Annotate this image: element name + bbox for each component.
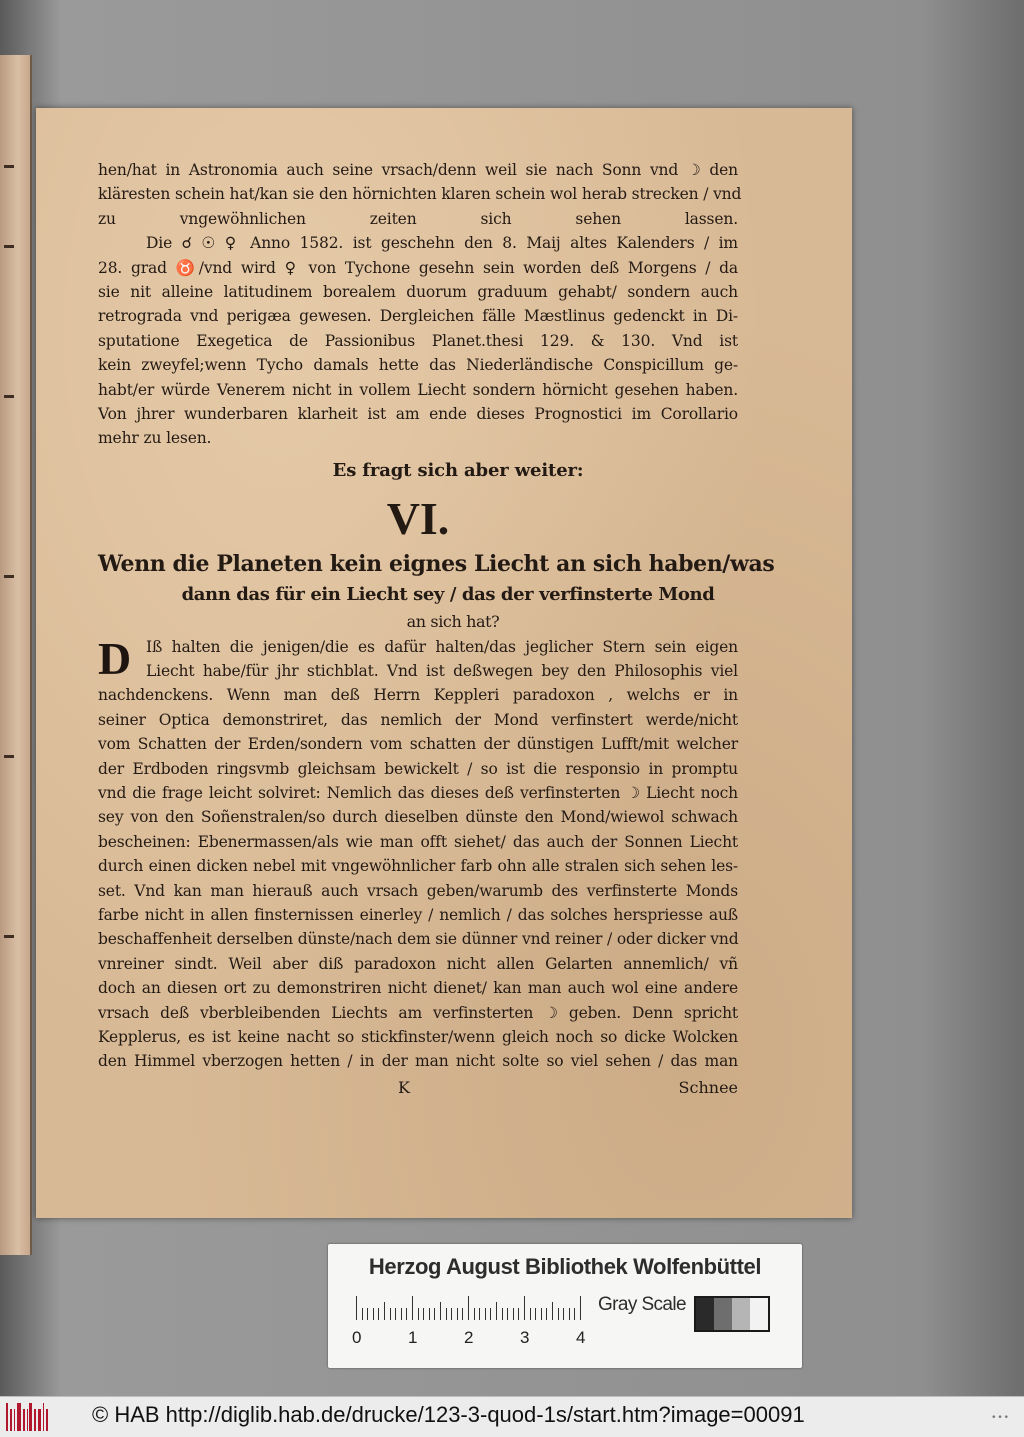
library-color-card (328, 1244, 802, 1368)
text-line: kein zweyfel;wenn Tycho damals hette das Niederländische Conspicillum ge- (98, 356, 738, 375)
gray-patch (714, 1298, 732, 1330)
ruler (356, 1296, 588, 1320)
section-number: VI. (386, 492, 450, 544)
section-title-line-3: an sich hat? (406, 611, 500, 631)
text-line: nachdenckens. Wenn man deß Herrn Keppleri paradoxon , welchs er in (98, 686, 738, 705)
text-line: kläresten schein hat/kan sie den hörnichten klaren schein wol herab strecken / vnd (98, 185, 742, 204)
page-text (98, 158, 775, 1102)
text-line: Liecht habe/für jhr stichblat. Vnd ist deßwegen bey den Philosophis viel (146, 662, 738, 681)
library-name: Herzog August Bibliothek Wolfenbüttel (368, 1254, 762, 1279)
copyright-url[interactable]: © HAB http://diglib.hab.de/drucke/123-3-quod-1s/start.htm?image=00091 (92, 1402, 805, 1427)
page-footer (98, 1074, 738, 1102)
gray-patch (750, 1298, 768, 1330)
ruler-tick (518, 1308, 519, 1320)
ruler-tick (429, 1308, 430, 1320)
ruler-tick (440, 1302, 441, 1320)
ruler-tick (513, 1308, 514, 1320)
ruler-number: 1 (408, 1328, 418, 1347)
ruler-tick (535, 1308, 536, 1320)
text-line: 28. grad ♉/vnd wird ♀ von Tychone gesehn sein worden deß Morgens / da (98, 258, 738, 277)
text-line: set. Vnd kan man hierauß auch vrsach geben/warumb des verfinsterte Monds (98, 881, 738, 900)
grayscale-patches (694, 1296, 770, 1332)
barcode-bar (43, 1403, 44, 1431)
ruler-tick (434, 1308, 435, 1320)
adjacent-page-edge (0, 55, 32, 1255)
ruler-number: 2 (464, 1328, 474, 1347)
text-line: zu vngewöhnlichen zeiten sich sehen lassen. (98, 209, 738, 228)
ruler-tick (373, 1308, 374, 1320)
subheading: Es fragt sich aber weiter: (332, 459, 584, 481)
section-title-line-1: Wenn die Planeten kein eignes Liecht an sich haben/was (98, 550, 775, 577)
ruler-tick (563, 1308, 564, 1320)
ruler-tick (395, 1308, 396, 1320)
ruler-tick (507, 1308, 508, 1320)
barcode-bar (23, 1409, 25, 1431)
text-line: den Himmel vberzogen hetten / in der man nicht solte so viel sehen / das man (98, 1052, 738, 1071)
ruler-tick (552, 1302, 553, 1320)
edge-mark (4, 395, 14, 398)
text-line: Die ☌ ☉ ♀ Anno 1582. ist geschehn den 8. Maij altes Kalenders / im (146, 234, 738, 253)
text-line: sputatione Exegetica de Passionibus Planet.thesi 129. & 130. Vnd ist (98, 331, 738, 350)
drop-capital: D (98, 632, 132, 684)
ruler-tick (496, 1302, 497, 1320)
barcode-bar (38, 1409, 42, 1431)
barcode-bar (29, 1403, 32, 1431)
ruler-tick (384, 1302, 385, 1320)
barcode-bar (10, 1409, 13, 1431)
ruler-tick (457, 1308, 458, 1320)
ruler-tick (390, 1308, 391, 1320)
ruler-tick (462, 1308, 463, 1320)
catchword: Schnee (678, 1077, 738, 1097)
gray-patch (696, 1298, 714, 1330)
more-dots-icon[interactable]: ••• (991, 1413, 1010, 1423)
text-line: retrograda vnd perigæa gewesen. Dergleichen fälle Mæstlinus gedenckt in Di- (98, 307, 738, 326)
text-line: vom Schatten der Erden/sondern vom schatten der dünstigen Lufft/mit welcher (98, 735, 738, 754)
barcode-bar (34, 1409, 36, 1431)
ruler-tick (367, 1308, 368, 1320)
text-line: Iß halten die jenigen/die es dafür halten/das jeglicher Stern sein eigen (146, 637, 738, 656)
text-line: vrsach deß vberbleibenden Liechts am verfinsterten ☽ geben. Denn spricht (98, 1003, 738, 1022)
ruler-tick (524, 1296, 525, 1320)
text-line: doch an diesen ort zu demonstriren nicht dienet/ kan man auch wol eine andere (98, 979, 738, 998)
text-line: vnreiner sindt. Weil aber diß paradoxon nicht allen Gelarten annemlich/ vñ (98, 954, 738, 973)
ruler-tick (378, 1308, 379, 1320)
ruler-number: 0 (352, 1328, 362, 1347)
edge-mark (4, 165, 14, 168)
ruler-tick (406, 1308, 407, 1320)
ruler-tick (485, 1308, 486, 1320)
ruler-tick (546, 1308, 547, 1320)
status-bar (0, 1396, 1024, 1437)
barcode-bar (14, 1409, 15, 1431)
ruler-tick (569, 1308, 570, 1320)
ruler-tick (412, 1296, 413, 1320)
body-paragraph (98, 632, 739, 1074)
ruler-number: 3 (520, 1328, 530, 1347)
text-line: bescheinen: Ebenermassen/als wie man offt siehet/ das auch der Sonnen Liecht (98, 832, 738, 851)
edge-mark (4, 755, 14, 758)
ruler-tick (574, 1308, 575, 1320)
section-title-line-2: dann das für ein Liecht sey / das der verfinsterte Mond (181, 583, 715, 605)
barcode-icon[interactable] (6, 1403, 48, 1431)
edge-mark (4, 575, 14, 578)
ruler-tick (401, 1308, 402, 1320)
edge-mark (4, 245, 14, 248)
barcode-bar (6, 1403, 8, 1431)
text-line: habt/er würde Venerem nicht in vollem Liecht sondern hörnicht gesehen haben. (98, 380, 738, 399)
ruler-tick (558, 1308, 559, 1320)
ruler-tick (479, 1308, 480, 1320)
ruler-tick (362, 1308, 363, 1320)
text-line: beschaffenheit derselben dünste/nach dem sie dünner vnd reiner / oder dicker vnd (98, 930, 739, 949)
text-line: vnd die frage leicht solviret: Nemlich das dieses deß verfinsterten ☽ Liecht noch (98, 784, 738, 803)
text-line: der Erdboden ringsvmb gleichsam bewickelt / so ist die responsio in promptu (98, 759, 738, 778)
ruler-tick (502, 1308, 503, 1320)
text-line: Kepplerus, es ist keine nacht so stickfinster/wenn gleich noch so dicke Wolcken (98, 1027, 738, 1046)
paragraph-previous (98, 158, 742, 451)
barcode-bar (46, 1409, 48, 1431)
ruler-number: 4 (576, 1328, 586, 1347)
text-line: sey von den Soñenstralen/so durch dieselben dünste den Mond/wiewol schwach (98, 808, 738, 827)
ruler-tick (356, 1296, 357, 1320)
ruler-tick (423, 1308, 424, 1320)
barcode-bar (17, 1403, 21, 1431)
ruler-tick (468, 1296, 469, 1320)
ruler-tick (541, 1308, 542, 1320)
text-line: durch einen dicken nebel mit vngewöhnlicher farb ohn alle stralen sich sehen les- (98, 857, 738, 876)
text-line: Von jhrer wunderbaren klarheit ist am ende dieses Prognostici im Corollario (98, 404, 738, 423)
ruler-tick (530, 1308, 531, 1320)
gray-patch (732, 1298, 750, 1330)
text-line: mehr zu lesen. (98, 429, 212, 448)
grayscale-label: Gray Scale (598, 1294, 686, 1315)
ruler-tick (474, 1308, 475, 1320)
ruler-tick (418, 1308, 419, 1320)
text-line: seiner Optica demonstriret, das nemlich der Mond verfinstert werde/nicht (98, 710, 738, 729)
text-line: hen/hat in Astronomia auch seine vrsach/denn weil sie nach Sonn vnd ☽ den (98, 161, 738, 179)
barcode-bar (27, 1409, 28, 1431)
ruler-tick (490, 1308, 491, 1320)
text-line: farbe nicht in allen finsternissen einerley / nemlich / das solches herspriesse auß (98, 905, 738, 924)
book-page (36, 108, 852, 1218)
signature-mark: K (398, 1077, 410, 1097)
ruler-tick (446, 1308, 447, 1320)
text-line: sie nit alleine latitudinem borealem duorum graduum gehabt/ sondern auch (98, 282, 738, 301)
ruler-tick (580, 1296, 581, 1320)
edge-mark (4, 935, 14, 938)
ruler-tick (451, 1308, 452, 1320)
